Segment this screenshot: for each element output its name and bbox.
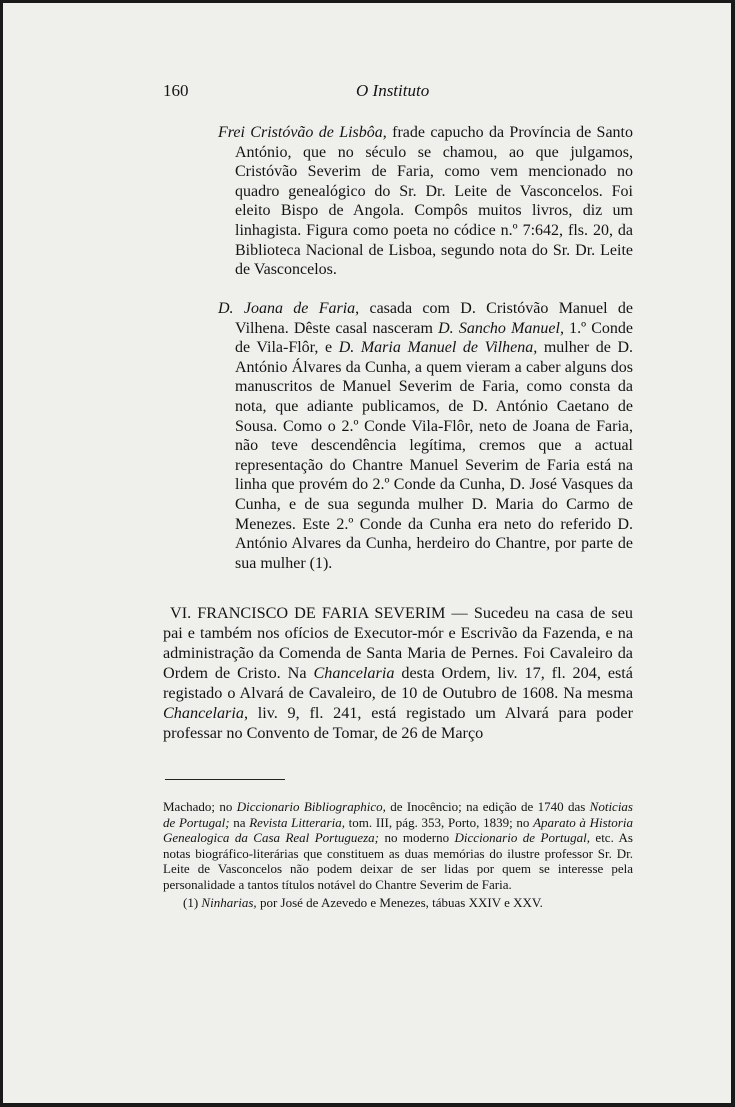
book-page xyxy=(3,3,731,1103)
footnotes xyxy=(163,799,633,911)
section-italic: Chancelaria xyxy=(163,704,244,722)
footnote-divider xyxy=(165,779,285,780)
section-text: — Sucedeu na casa de seu pai e também nos ofícios de Executor-mór e Escrivão da Fazenda, e na administração da Comenda de Santa Maria de Pernes. Foi Cavaleiro da Ordem de Cristo. Na xyxy=(163,604,634,682)
entry-italic-name: D. Sancho Manuel, xyxy=(438,319,564,337)
entry-italic-name: D. Maria Manuel de Vilhena, xyxy=(338,339,538,357)
entry-text: , casada com D. Cristóvão Manuel de Vilhena. Dêste casal nasceram xyxy=(235,300,633,337)
footnote-continuation: Machado; no Diccionario Bibliographico, de Inocêncio; na edição de 1740 das Noticias de Portugal; na Revista Litteraria, tom. III, pág. 353, Porto, 1839; no Aparato à Historia Genealogica da Casa Real Portugueza; no moderno Diccionario de Portugal, etc. As notas biográfico-literárias que constituem as duas memórias do ilustre professor Sr. Dr. Leite de Vasconcelos não podem deixar de ser lidas por quem se interesse pela personalidade a tantos títulos notável do Chantre Severim de Faria. xyxy=(163,799,633,892)
section-text: , liv. 9, fl. 241, está registado um Alvará para poder professar no Convento de Tomar, de 26 de Março xyxy=(163,704,633,742)
section-italic: Chancelaria xyxy=(313,664,395,682)
section-heading: VI. FRANCISCO DE FARIA SEVERIM xyxy=(170,604,446,622)
entry-name: Frei Cristóvão de Lisbôa xyxy=(218,124,383,141)
entry-text: 1.º Conde de Vila-Flôr, e xyxy=(235,319,634,357)
footnote-marker: (1) xyxy=(183,895,202,910)
entry-frei-cristovao xyxy=(218,123,633,280)
section-text: desta Ordem, liv. 17, fl. 204, está registado o Alvará de Cavaleiro, de 10 de Outubro de 1608. Na mesma xyxy=(163,664,633,702)
entry-text: mulher de D. António Álvares da Cunha, a quem vieram a caber alguns dos manuscritos de Manuel Severim de Faria, como consta da nota, que adiante publicamos, de D. António Caetano de Sousa. Como o 2.º Conde Vila-Flôr, neto de Joana de Faria, não teve descendência legítima, cremos que a actual representação do Chantre Manuel Severim de Faria está na linha que provém do 2.º Conde da Cunha, D. José Vasques da Cunha, e de sua segunda mulher D. Maria do Carmo de Menezes. Este 2.º Conde da Cunha era neto do referido D. António Alvares da Cunha, herdeiro do Chantre, por parte de sua mulher (1). xyxy=(235,339,634,572)
running-title: O Instituto xyxy=(356,81,430,100)
footnote-1 xyxy=(163,895,633,911)
entry-joana-de-faria xyxy=(218,299,634,573)
section-vi xyxy=(163,603,633,743)
footnote-title: Ninharias, xyxy=(201,895,257,910)
running-header xyxy=(163,81,633,103)
entry-text: , frade capucho da Província de Santo António, que no século se chamou, ao que julgamos, Cristóvão Severim de Faria, como vem mencionado no quadro genealógico do Sr. Dr. Leite de Vasconcelos. Foi eleito Bispo de Angola. Compôs muitos livros, diz um linhagista. Figura como poeta no códice n.º 7:642, fls. 20, da Biblioteca Nacional de Lisboa, segundo nota do Sr. Dr. Leite de Vasconcelos. xyxy=(235,124,633,279)
page-number: 160 xyxy=(163,81,189,100)
entry-name: D. Joana de Faria xyxy=(218,300,356,317)
footnote-text: por José de Azevedo e Menezes, tábuas XXIV e XXV. xyxy=(256,895,543,910)
